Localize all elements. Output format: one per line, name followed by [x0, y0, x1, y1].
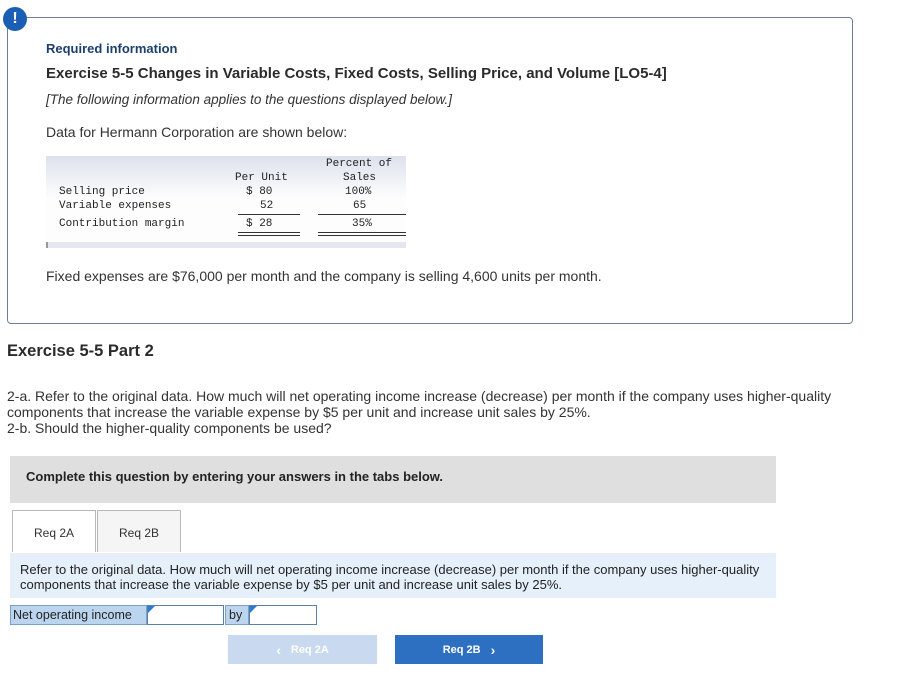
change-direction-input[interactable] [147, 605, 224, 625]
prev-req-label: Req 2A [290, 643, 329, 656]
rule-per-unit [238, 214, 300, 215]
rule-percent [318, 214, 406, 215]
by-label: by [225, 605, 249, 625]
input-marker-icon [148, 606, 155, 613]
chevron-left-icon: ‹ [276, 641, 281, 658]
tab-req-2b[interactable]: Req 2B [97, 510, 181, 552]
fixed-expenses-text: Fixed expenses are $76,000 per month and the company is selling 4,600 units per month. [46, 268, 602, 284]
alert-icon: ! [3, 7, 27, 31]
double-rule-per-unit-top [238, 232, 300, 233]
question-2b: 2-b. Should the higher-quality components be used? [7, 420, 332, 436]
row-percent-contribution-margin: 35% [352, 218, 372, 230]
table-bottom-bar [46, 242, 406, 248]
data-table [46, 156, 406, 248]
data-intro: Data for Hermann Corporation are shown below: [46, 124, 348, 140]
prev-req-button[interactable] [228, 635, 377, 664]
row-value-contribution-margin: $ 28 [246, 218, 273, 230]
net-operating-income-label: Net operating income [10, 605, 147, 625]
double-rule-percent-top [318, 232, 406, 233]
header-percent-line2: Sales [343, 172, 377, 184]
double-rule-percent-bottom [318, 235, 406, 236]
row-label-selling-price: Selling price [59, 186, 145, 198]
question-text [7, 388, 852, 436]
part-title: Exercise 5-5 Part 2 [7, 342, 154, 360]
row-label-contribution-margin: Contribution margin [59, 218, 185, 230]
required-information-panel [7, 17, 853, 324]
row-value-selling-price: $ 80 [246, 186, 273, 198]
header-percent-line1: Percent of [326, 158, 393, 170]
next-req-label: Req 2B [442, 643, 481, 656]
amount-input[interactable] [249, 605, 317, 625]
req-2a-prompt: Refer to the original data. How much will net operating income increase (decrease) per month if the company uses higher-quality components that increase the variable expense by $5 per unit and increase unit sales by 25%. [10, 553, 776, 598]
input-marker-icon [250, 606, 257, 613]
question-2a: 2-a. Refer to the original data. How much will net operating income increase (decrease) per month if the company uses higher-quality components that increase the variable expense by $5 per unit and increase unit sales by 25%. [7, 388, 832, 420]
row-value-variable-expenses: 52 [260, 200, 274, 212]
tab-req-2a[interactable]: Req 2A [12, 510, 96, 552]
exercise-title: Exercise 5-5 Changes in Variable Costs, Fixed Costs, Selling Price, and Volume [LO5-4] [46, 65, 667, 82]
double-rule-per-unit-bottom [238, 235, 300, 236]
header-per-unit: Per Unit [235, 172, 288, 184]
instructions-bar: Complete this question by entering your answers in the tabs below. [10, 456, 776, 503]
next-req-button[interactable] [395, 635, 543, 664]
row-percent-variable-expenses: 65 [353, 200, 367, 212]
row-label-variable-expenses: Variable expenses [59, 200, 172, 212]
exercise-note: [The following information applies to the questions displayed below.] [46, 92, 452, 107]
required-information-label: Required information [46, 41, 178, 56]
row-percent-selling-price: 100% [345, 186, 372, 198]
chevron-right-icon: › [490, 641, 496, 658]
